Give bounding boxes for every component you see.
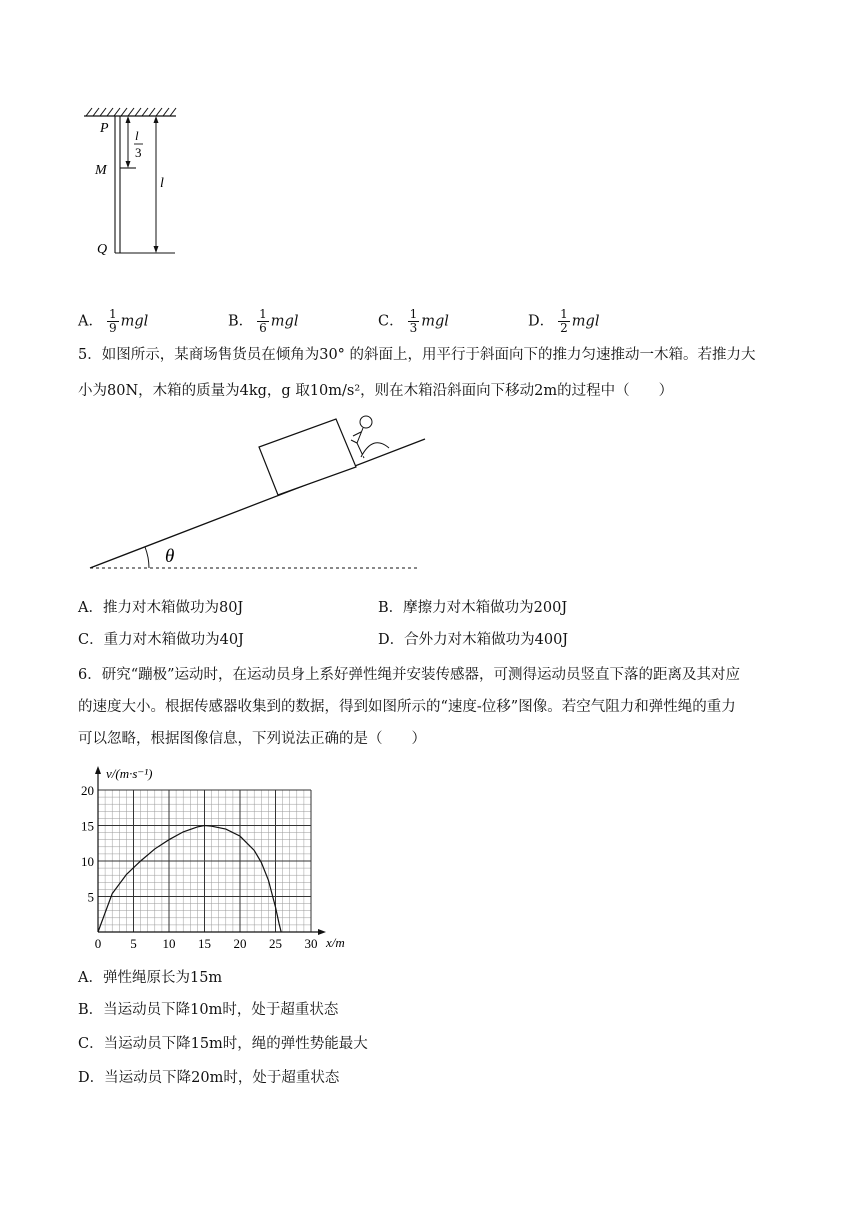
x-tick-label: 10 — [162, 936, 176, 951]
q6-stem-line1: 6．研究“蹦极”运动时，在运动员身上系好弹性绳并安装传感器，可测得运动员竖直下落的距离及其对应 — [78, 667, 741, 683]
q5-stem-line2: 小为80N，木箱的质量为4kg，g 取10m/s²，则在木箱沿斜面向下移动2m的过程中（ ） — [78, 383, 674, 399]
x-tick-label: 15 — [198, 936, 211, 951]
y-tick-label: 5 — [87, 889, 94, 905]
y-tick-label: 10 — [81, 854, 94, 869]
rope-figure — [80, 105, 190, 265]
q5-option-b[interactable]: B．摩擦力对木箱做功为200J — [378, 600, 568, 616]
label-l3-den: 3 — [135, 145, 142, 160]
y-axis-label: v/(m·s⁻¹) — [106, 766, 153, 781]
q4-option-b[interactable]: B． $\frac{1}{6}$ mgl — [228, 307, 299, 335]
q4-option-c[interactable]: C． $\frac{1}{3}$ mgl — [378, 307, 449, 335]
label-q: Q — [97, 242, 108, 257]
q5-stem-line1: 5．如图所示，某商场售货员在倾角为30° 的斜面上，用平行于斜面向下的推力匀速推动一木箱。若推力大 — [78, 347, 756, 363]
y-axis-arrow — [95, 766, 101, 774]
x-tick-label: 20 — [233, 936, 247, 951]
q6-stem-line2: 的速度大小。根据传感器收集到的数据，得到如图所示的“速度-位移”图像。若空气阻力和弹性绳的重力 — [78, 699, 736, 715]
q6-option-b[interactable]: B．当运动员下降10m时，处于超重状态 — [78, 1002, 339, 1018]
q6-option-d[interactable]: D．当运动员下降20m时，处于超重状态 — [78, 1070, 340, 1086]
y-tick-label: 15 — [81, 818, 94, 834]
q5-option-c[interactable]: C．重力对木箱做功为40J — [78, 632, 244, 648]
q6-option-c[interactable]: C．当运动员下降15m时，绳的弹性势能最大 — [78, 1036, 368, 1052]
q6-option-a[interactable]: A．弹性绳原长为15m — [78, 970, 223, 986]
x-axis-label: x/m — [326, 935, 345, 950]
x-tick-label: 25 — [269, 936, 282, 951]
q6-stem-line3: 可以忽略，根据图像信息，下列说法正确的是（ ） — [78, 731, 426, 747]
theta-label: θ — [165, 546, 175, 567]
q4-option-d[interactable]: D． $\frac{1}{2}$ mgl — [528, 307, 600, 335]
x-tick-label: 0 — [94, 936, 102, 951]
label-l3-num: l — [135, 128, 139, 143]
q5-option-a[interactable]: A．推力对木箱做功为80J — [78, 600, 244, 616]
label-m: M — [95, 163, 107, 178]
label-l: l — [160, 176, 164, 191]
label-p: P — [100, 121, 109, 136]
velocity-displacement-chart — [70, 762, 370, 957]
q5-option-d[interactable]: D．合外力对木箱做功为400J — [378, 632, 569, 648]
incline-figure — [85, 410, 430, 575]
x-tick-label: 30 — [304, 936, 318, 951]
x-axis-arrow — [318, 929, 326, 935]
y-tick-label: 20 — [81, 783, 94, 798]
velocity-curve — [98, 826, 281, 933]
x-tick-label: 5 — [130, 936, 137, 951]
q4-option-a[interactable]: A． $\frac{1}{9}$ mgl — [78, 307, 149, 335]
